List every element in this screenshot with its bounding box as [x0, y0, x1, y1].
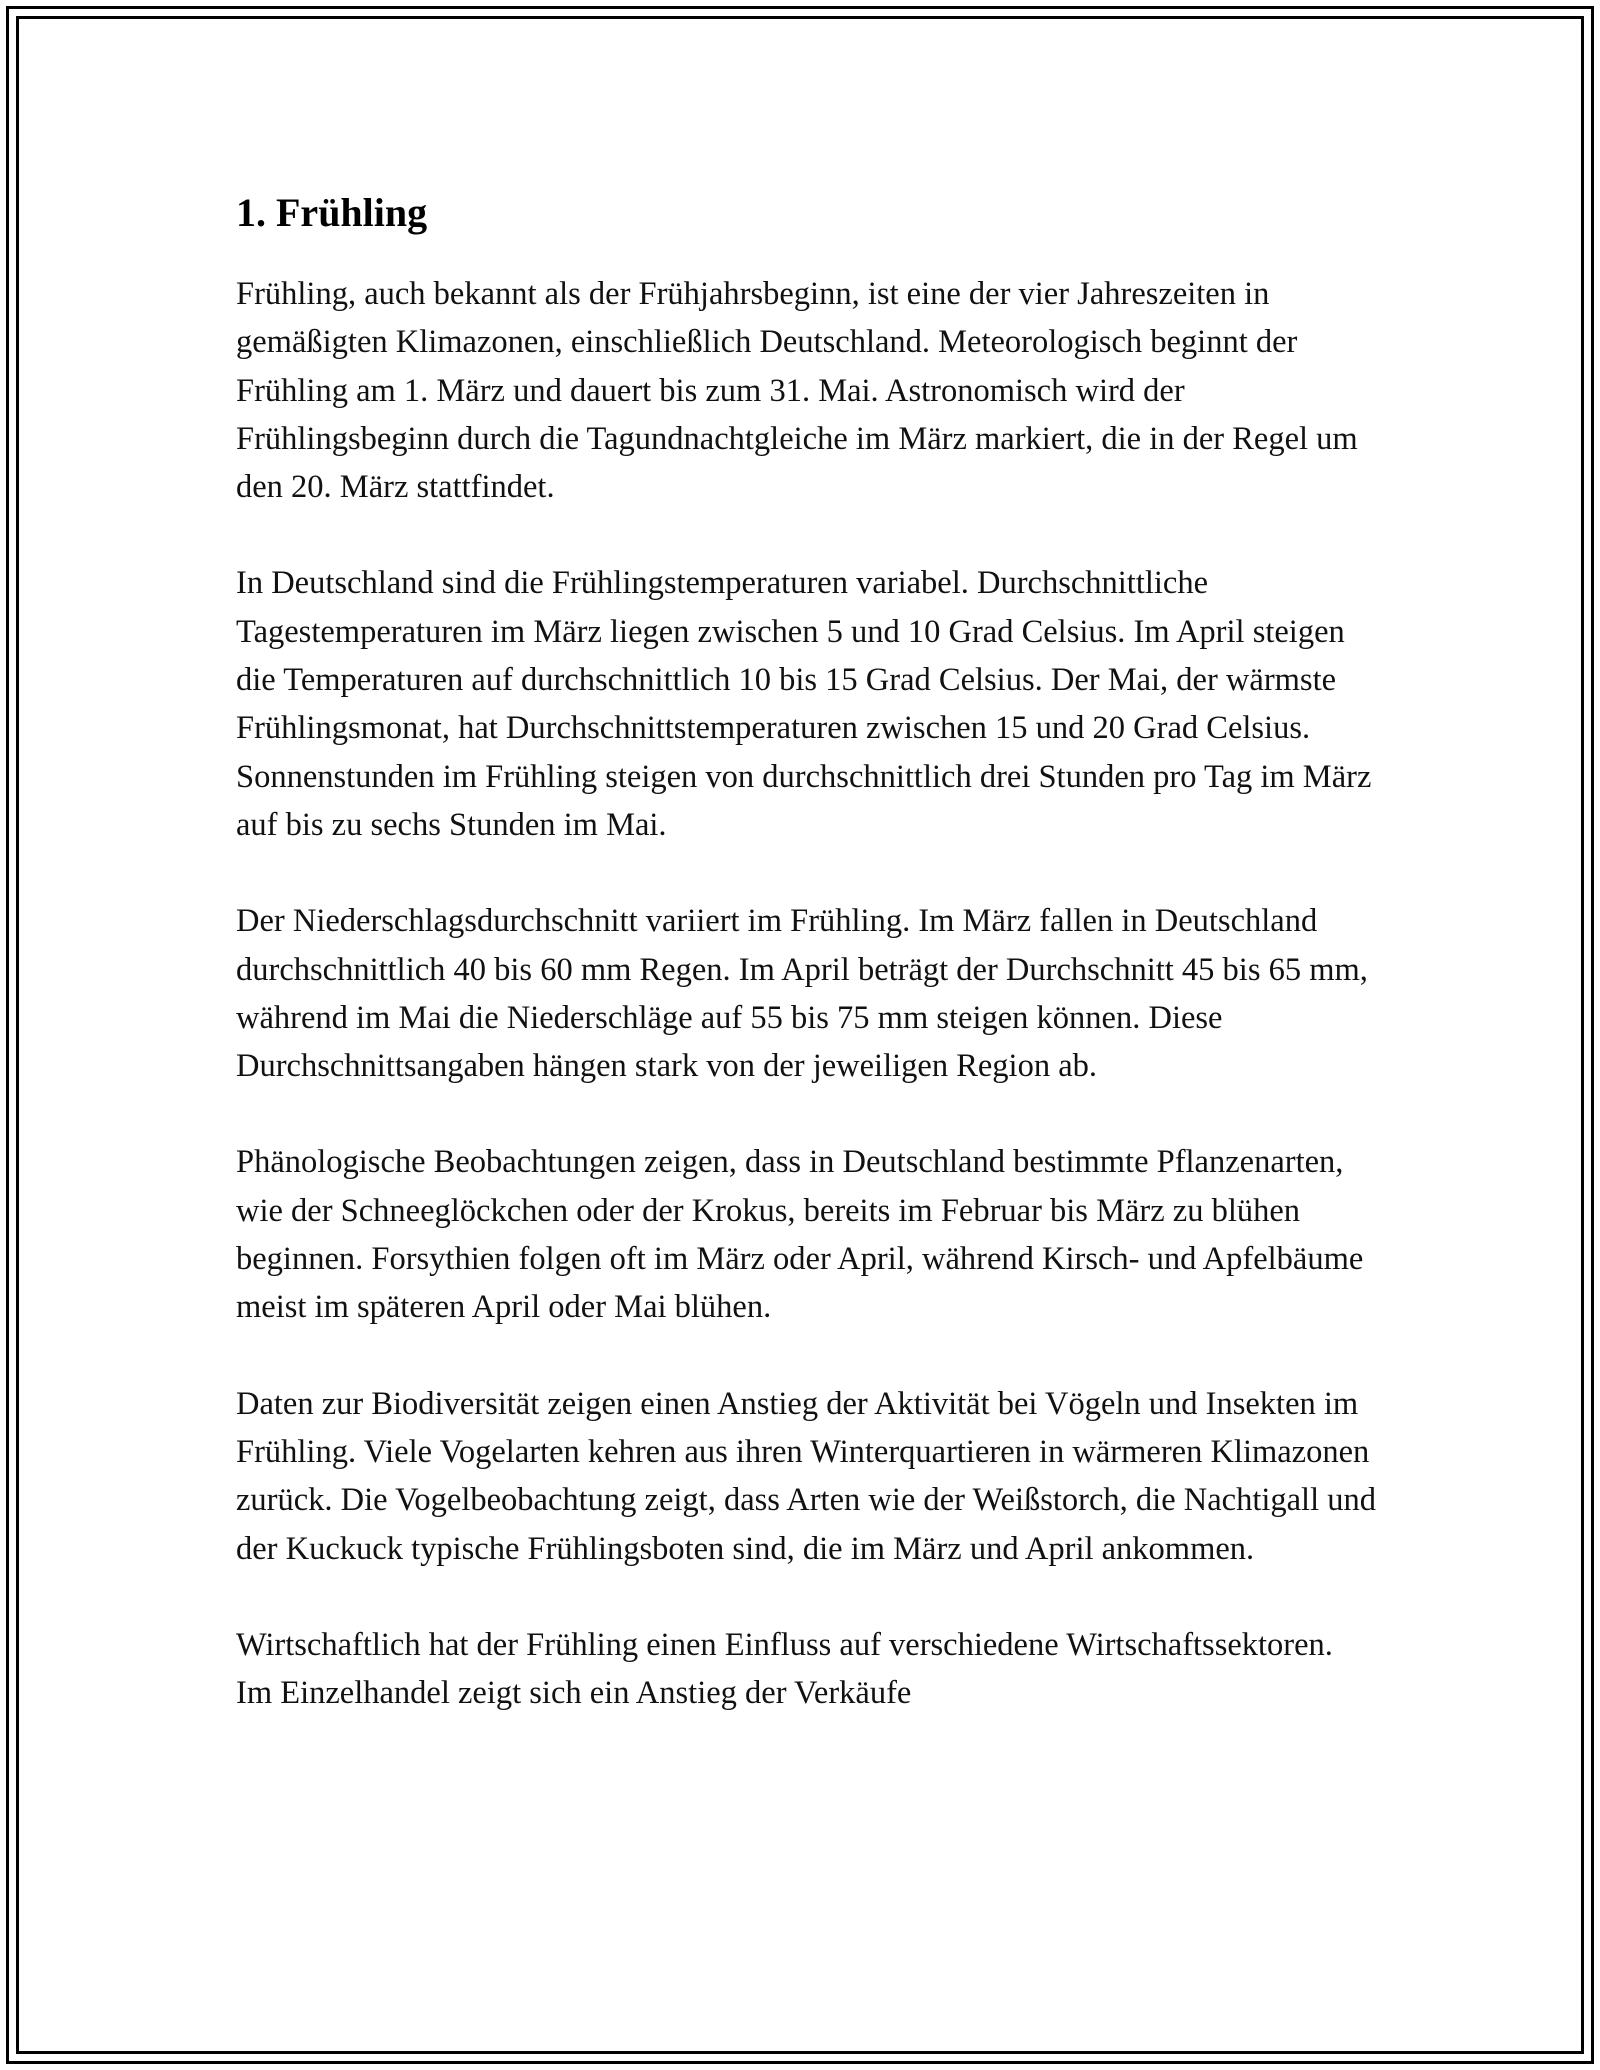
- paragraph-biodiversity: Daten zur Biodiversität zeigen einen Anstieg der Aktivität bei Vögeln und Insekten im Frühling. Viele Vogelarten kehren aus ihren Winterquartieren in wärmeren Klimazonen zurück. Die Vogelbeobachtung zeigt, dass Arten wie der Weißstorch, die Nachtigall und der Kuckuck typische Frühlingsboten sind, die im März und April ankommen.: [236, 1385, 1376, 1567]
- paragraph-phenology: Phänologische Beobachtungen zeigen, dass in Deutschland bestimmte Pflanzenarten, wie der Schneeglöckchen oder der Krokus, bereits im Februar bis März zu blühen beginnen. Forsythien folgen oft im März oder April, während Kirsch- und Apfelbäume meist im späteren April oder Mai blühen.: [236, 1144, 1364, 1326]
- document-body: [236, 186, 1376, 1765]
- paragraph-definition: Frühling, auch bekannt als der Frühjahrsbeginn, ist eine der vier Jahreszeiten in gemäßigten Klimazonen, einschließlich Deutschland. Meteorologisch beginnt der Frühling am 1. März und dauert bis zum 31. Mai. Astronomisch wird der Frühlingsbeginn durch die Tagundnachtgleiche im März markiert, die in der Regel um den 20. März stattfindet.: [236, 276, 1358, 506]
- section-heading: 1. Frühling: [236, 190, 428, 235]
- paragraph-precipitation: Der Niederschlagsdurchschnitt variiert im Frühling. Im März fallen in Deutschland durchschnittlich 40 bis 60 mm Regen. Im April beträgt der Durchschnitt 45 bis 65 mm, während im Mai die Niederschläge auf 55 bis 75 mm steigen können. Diese Durchschnittsangaben hängen stark von der jeweiligen Region ab.: [236, 903, 1368, 1085]
- paragraph-economy: Wirtschaftlich hat der Frühling einen Einfluss auf verschiedene Wirtschaftssektoren. Im Einzelhandel zeigt sich ein Anstieg der Verkäufe: [236, 1626, 1333, 1712]
- paragraph-temperatures: In Deutschland sind die Frühlingstemperaturen variabel. Durchschnittliche Tagestemperaturen im März liegen zwischen 5 und 10 Grad Celsius. Im April steigen die Temperaturen auf durchschnittlich 10 bis 15 Grad Celsius. Der Mai, der wärmste Frühlingsmonat, hat Durchschnittstemperaturen zwischen 15 und 20 Grad Celsius. Sonnenstunden im Frühling steigen von durchschnittlich drei Stunden pro Tag im März auf bis zu sechs Stunden im Mai.: [236, 565, 1372, 843]
